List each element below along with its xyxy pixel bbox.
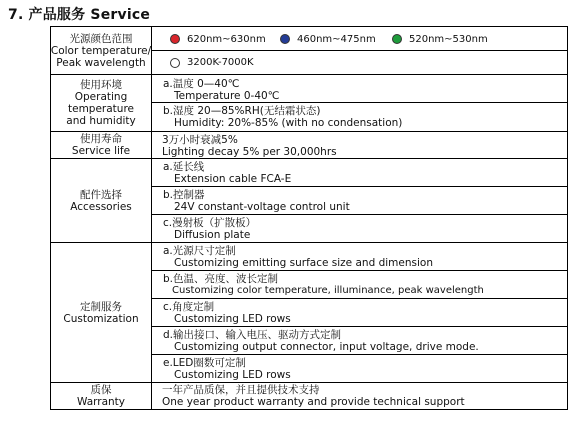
item-cn-text: 一年产品质保，并且提供技术支持 — [162, 384, 320, 396]
value-item — [152, 243, 567, 271]
white-dot-icon — [170, 58, 180, 68]
row-color-temperature — [51, 27, 567, 75]
option-label: 520nm~530nm — [409, 33, 488, 45]
value-item — [152, 75, 567, 103]
item-cn-text: c.漫射板（扩散板） — [163, 217, 257, 229]
item-cn-text: a.温度 0—40℃ — [163, 78, 240, 90]
value-item — [152, 103, 567, 131]
label-line-en: Service life — [71, 145, 131, 157]
label-line-cn: 使用环境 — [80, 79, 122, 91]
option-label: 620nm~630nm — [187, 33, 266, 45]
item-cn-text: a.光源尺寸定制 — [163, 245, 236, 257]
item-cn-text: e.LED圈数可定制 — [163, 357, 246, 369]
value-item — [152, 383, 567, 409]
row-label — [51, 75, 152, 131]
color-options-row — [152, 27, 567, 51]
label-line-cn: 使用寿命 — [80, 133, 122, 145]
row-label — [51, 383, 152, 409]
option-label: 3200K-7000K — [187, 57, 254, 68]
item-cn-text: a.延长线 — [163, 161, 205, 173]
item-cn-text: 3万小时衰减5% — [162, 134, 238, 146]
item-en-text: Customizing LED rows — [174, 313, 291, 325]
value-item — [152, 215, 567, 243]
option-label: 460nm~475nm — [297, 33, 376, 45]
row-label — [51, 27, 152, 74]
row-service-life — [51, 132, 567, 159]
row-warranty — [51, 383, 567, 409]
item-cn-text: c.角度定制 — [163, 301, 215, 313]
label-line-cn: 配件选择 — [80, 188, 122, 201]
item-en-text: Extension cable FCA-E — [174, 173, 292, 185]
label-line-cn: 质保 — [90, 384, 112, 396]
value-item — [152, 355, 567, 382]
row-values — [152, 383, 567, 409]
color-option-green — [392, 27, 488, 51]
color-option-blue — [280, 27, 376, 51]
row-values — [152, 75, 567, 131]
label-line-en: Peak wavelength — [56, 56, 146, 69]
row-customization — [51, 243, 567, 383]
item-cn-text: b.色温、亮度、波长定制 — [163, 273, 279, 285]
value-item — [152, 271, 567, 299]
label-line-en: Warranty — [76, 396, 125, 408]
row-label — [51, 159, 152, 242]
item-cn-text: b.湿度 20—85%RH(无结霜状态) — [163, 105, 321, 117]
label-line-cn: 光源颜色范围 — [69, 32, 133, 45]
row-values — [152, 27, 567, 74]
item-en-text: Customizing color temperature, illuminance, peak wavelength — [172, 285, 484, 296]
item-en-text: Diffusion plate — [174, 229, 251, 241]
row-label — [51, 132, 152, 158]
item-en-text: Customizing emitting surface size and dimension — [174, 257, 433, 269]
label-line-en: Operating — [74, 91, 128, 103]
green-dot-icon — [392, 34, 402, 44]
row-values — [152, 132, 567, 158]
color-option-red — [170, 27, 266, 51]
label-line-en: Customization — [63, 312, 139, 325]
row-values — [152, 159, 567, 242]
label-line-en: Color temperature/ — [50, 44, 152, 57]
row-values — [152, 243, 567, 382]
value-item — [152, 187, 567, 215]
value-item — [152, 299, 567, 327]
item-en-text: Customizing LED rows — [174, 369, 291, 381]
item-cn-text: b.控制器 — [163, 189, 205, 201]
item-en-text: 24V constant-voltage control unit — [174, 201, 350, 213]
color-option-white — [170, 51, 254, 74]
label-line-en: and humidity — [66, 115, 136, 127]
blue-dot-icon — [280, 34, 290, 44]
color-options-row — [152, 51, 567, 74]
section-heading: 7. 产品服务 Service — [8, 7, 151, 23]
item-en-text: Lighting decay 5% per 30,000hrs — [162, 146, 337, 158]
row-label — [51, 243, 152, 382]
item-en-text: Temperature 0-40℃ — [174, 90, 280, 102]
item-cn-text: d.输出接口、输入电压、驱动方式定制 — [163, 329, 342, 341]
value-item — [152, 159, 567, 187]
row-accessories — [51, 159, 567, 243]
value-item — [152, 132, 567, 159]
label-line-cn: 定制服务 — [80, 300, 122, 313]
service-table — [50, 26, 568, 410]
label-line-en: temperature — [68, 103, 134, 115]
label-line-en: Accessories — [70, 200, 132, 213]
red-dot-icon — [170, 34, 180, 44]
value-item — [152, 327, 567, 355]
item-en-text: One year product warranty and provide technical support — [162, 396, 465, 408]
item-en-text: Customizing output connector, input voltage, drive mode. — [174, 341, 479, 353]
item-en-text: Humidity: 20%-85% (with no condensation) — [174, 117, 403, 129]
row-environment — [51, 75, 567, 132]
